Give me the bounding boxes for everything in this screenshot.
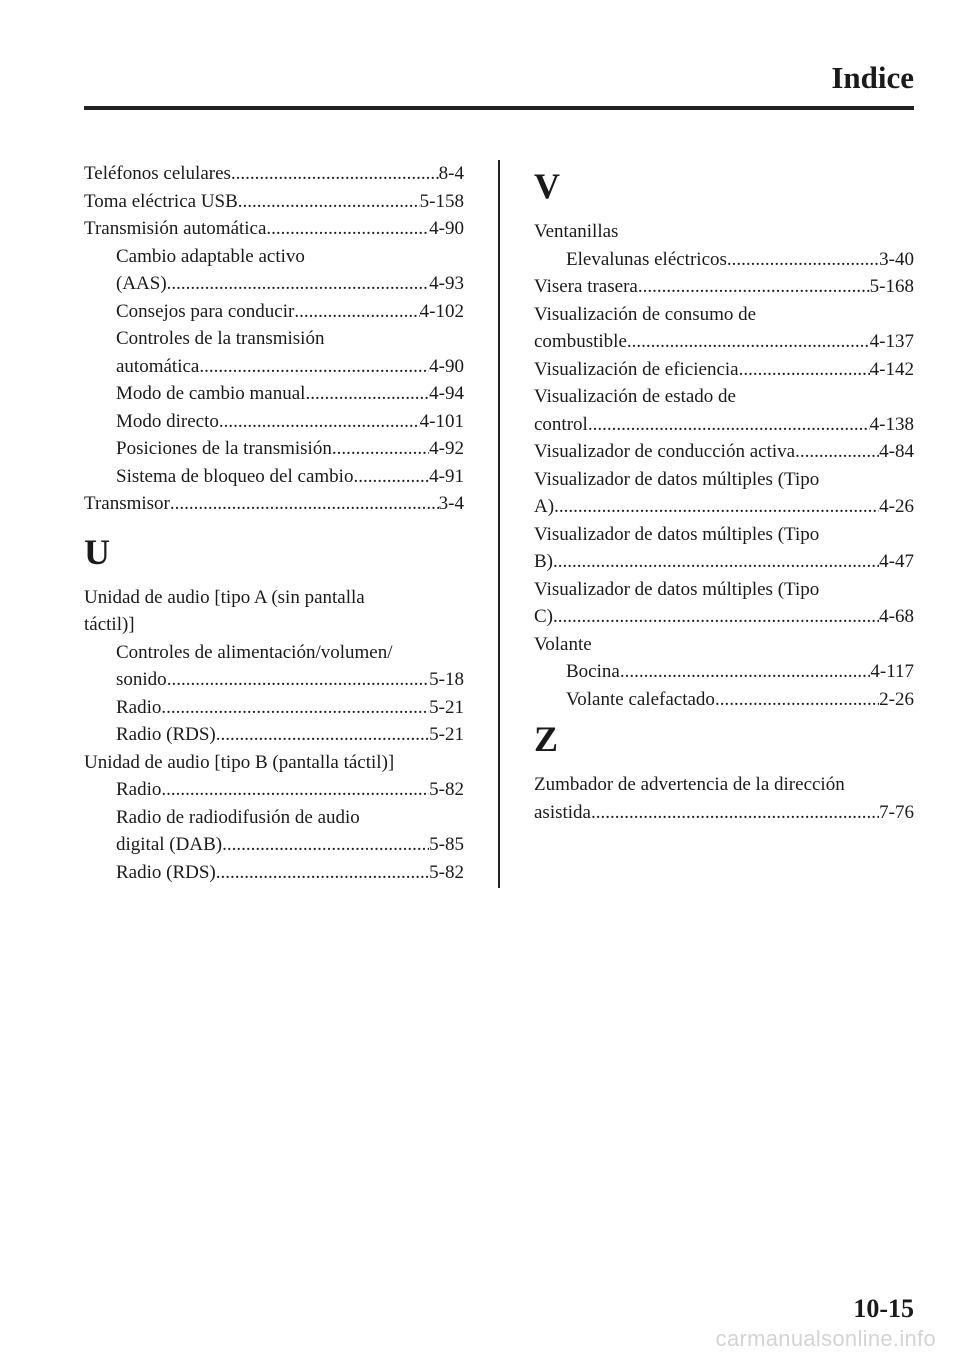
index-entry (84, 490, 464, 518)
entry-page-ref: 4-117 (870, 661, 914, 682)
dot-leader (332, 435, 429, 463)
dot-leader (353, 463, 429, 491)
index-entry (534, 493, 914, 521)
dot-leader (238, 188, 420, 216)
entry-page-ref: 2-26 (879, 688, 914, 710)
section-letter-z: Z (534, 719, 559, 759)
entry-page-ref: 5-85 (429, 834, 464, 855)
entry-page-ref: 5-158 (419, 190, 464, 212)
dot-leader (554, 493, 879, 521)
dot-leader (222, 831, 429, 859)
entry-page-ref: 5-82 (429, 861, 464, 883)
index-entry: Controles de la transmisión (116, 328, 325, 349)
dot-leader (620, 658, 871, 686)
entry-list-v (534, 218, 914, 713)
index-entry: táctil)] (84, 614, 135, 635)
entry-label: (AAS) (116, 273, 167, 294)
index-entry: Volante (534, 633, 592, 655)
index-entry (534, 603, 914, 631)
section-letter-u: U (84, 531, 110, 572)
dot-leader (231, 160, 439, 188)
entry-label: Visera trasera (534, 276, 638, 297)
index-entry: Controles de alimentación/volumen/ (116, 641, 393, 663)
index-entry (84, 859, 464, 887)
entry-label: Posiciones de la transmisión (116, 438, 332, 459)
index-entry: Radio de radiodifusión de audio (116, 806, 360, 828)
index-entry: Zumbador de advertencia de la dirección (534, 774, 845, 795)
entry-label: Toma eléctrica USB (84, 190, 238, 212)
index-entry (84, 666, 464, 694)
entry-list-t (84, 160, 464, 518)
index-entry (534, 686, 914, 714)
entry-page-ref: 5-21 (429, 696, 464, 718)
index-entry (84, 694, 464, 722)
entry-label: automática (116, 355, 200, 377)
index-entry: Visualizador de datos múltiples (Tipo (534, 468, 820, 490)
dot-leader (305, 380, 429, 408)
entry-page-ref: 3-4 (438, 493, 464, 514)
page-title: Indice (831, 60, 914, 95)
dot-leader (715, 686, 879, 714)
index-entry (84, 408, 464, 436)
entry-label: Radio (RDS) (116, 861, 216, 883)
entry-page-ref: 4-94 (429, 383, 464, 404)
index-entry: Unidad de audio [tipo B (pantalla táctil)] (84, 751, 395, 773)
entry-label: Bocina (566, 661, 620, 682)
index-entry (534, 273, 914, 301)
entry-label: Modo directo (116, 410, 219, 432)
dot-leader (795, 438, 879, 466)
entry-page-ref: 4-93 (429, 273, 464, 294)
dot-leader (161, 694, 429, 722)
dot-leader (727, 246, 879, 274)
entry-page-ref: 4-90 (429, 355, 464, 377)
index-entry (534, 438, 914, 466)
index-entry (84, 188, 464, 216)
dot-leader (266, 215, 429, 243)
dot-leader (219, 408, 420, 436)
section-letter-v: V (534, 166, 560, 206)
dot-leader (591, 799, 879, 827)
dot-leader (627, 328, 870, 356)
entry-label: Radio (116, 779, 162, 800)
dot-leader (553, 548, 879, 576)
entry-page-ref: 8-4 (438, 163, 464, 184)
entry-label: Visualización de eficiencia (534, 358, 739, 380)
index-entry (84, 721, 464, 749)
index-entry: Visualizador de datos múltiples (Tipo (534, 523, 820, 545)
entry-page-ref: 4-84 (879, 441, 914, 462)
index-entry (84, 215, 464, 243)
index-entry (84, 435, 464, 463)
entry-page-ref: 5-18 (429, 669, 464, 690)
dot-leader (588, 411, 870, 439)
entry-page-ref: 4-92 (429, 438, 464, 459)
index-column-right (534, 160, 914, 826)
index-entry: Visualizador de datos múltiples (Tipo (534, 578, 820, 600)
entry-page-ref: 4-142 (869, 358, 914, 380)
index-entry (534, 356, 914, 384)
entry-label: C) (534, 606, 553, 627)
dot-leader (167, 270, 430, 298)
dot-leader (553, 603, 879, 631)
dot-leader (216, 721, 429, 749)
dot-leader (294, 298, 419, 326)
entry-page-ref: 4-26 (879, 496, 914, 517)
index-entry (84, 160, 464, 188)
dot-leader (170, 490, 439, 518)
entry-label: Elevalunas eléctricos (566, 248, 727, 270)
index-entry: Visualización de estado de (534, 386, 736, 407)
entry-page-ref: 4-137 (869, 331, 914, 352)
index-entry (84, 380, 464, 408)
index-entry (534, 799, 914, 827)
index-entry (534, 658, 914, 686)
entry-label: A) (534, 496, 555, 517)
dot-leader (638, 273, 870, 301)
index-entry: Unidad de audio [tipo A (sin pantalla (84, 586, 365, 608)
watermark: carmanualsonline.info (715, 1326, 936, 1351)
index-entry (84, 776, 464, 804)
index-entry (84, 831, 464, 859)
entry-page-ref: 4-138 (869, 413, 914, 435)
index-entry (84, 463, 464, 491)
page-number: 10-15 (853, 1294, 914, 1323)
index-entry (534, 328, 914, 356)
entry-label: Transmisor (84, 493, 170, 514)
entry-label: Volante calefactado (566, 688, 715, 710)
entry-page-ref: 4-102 (419, 300, 464, 322)
entry-page-ref: 5-21 (429, 724, 464, 745)
entry-page-ref: 5-168 (869, 276, 914, 297)
dot-leader (161, 776, 429, 804)
dot-leader (199, 353, 429, 381)
entry-page-ref: 4-91 (429, 465, 464, 487)
entry-list-z (534, 771, 914, 826)
entry-page-ref: 3-40 (879, 248, 914, 270)
entry-label: Modo de cambio manual (116, 383, 306, 404)
entry-label: asistida (534, 801, 591, 823)
index-entry (534, 411, 914, 439)
dot-leader (167, 666, 429, 694)
dot-leader (216, 859, 429, 887)
header-rule (84, 106, 914, 110)
entry-page-ref: 7-76 (879, 801, 914, 823)
entry-label: B) (534, 551, 553, 572)
index-entry: Visualización de consumo de (534, 303, 757, 325)
dot-leader (739, 356, 870, 384)
column-divider (498, 160, 500, 888)
entry-label: Consejos para conducir (116, 300, 295, 322)
entry-label: Transmisión automática (84, 218, 267, 239)
entry-label: Visualizador de conducción activa (534, 441, 796, 462)
entry-label: sonido (116, 669, 167, 690)
index-entry (84, 353, 464, 381)
entry-label: Sistema de bloqueo del cambio (116, 465, 354, 487)
entry-page-ref: 4-90 (429, 218, 464, 239)
entry-label: digital (DAB) (116, 834, 223, 855)
entry-page-ref: 4-68 (879, 606, 914, 627)
index-entry: Ventanillas (534, 221, 619, 242)
index-entry (534, 246, 914, 274)
entry-label: control (534, 413, 588, 435)
entry-page-ref: 5-82 (429, 779, 464, 800)
index-entry (84, 298, 464, 326)
index-entry (534, 548, 914, 576)
index-entry: Cambio adaptable activo (116, 245, 305, 267)
entry-list-u (84, 584, 464, 887)
entry-label: Radio (RDS) (116, 724, 216, 745)
entry-page-ref: 4-47 (879, 551, 914, 572)
entry-label: Radio (116, 696, 162, 718)
index-column-left (84, 160, 464, 886)
entry-page-ref: 4-101 (419, 410, 464, 432)
entry-label: Teléfonos celulares (84, 163, 231, 184)
entry-label: combustible (534, 331, 627, 352)
index-entry (84, 270, 464, 298)
